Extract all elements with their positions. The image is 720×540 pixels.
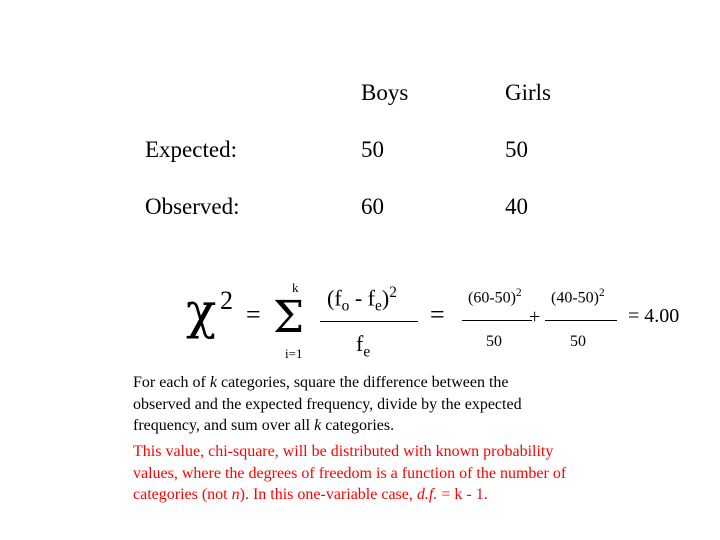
note-line-2: values, where the degrees of freedom is a function of the number of <box>133 464 567 482</box>
chi-symbol: χ <box>186 282 217 340</box>
explanation-line-3: frequency, and sum over all k categories. <box>133 417 395 434</box>
row-label-expected: Expected: <box>145 137 237 162</box>
column-header-boys: Boys <box>361 80 409 105</box>
chi-exponent: 2 <box>220 286 233 315</box>
term1-denominator: 50 <box>486 333 502 350</box>
sigma-symbol: Σ <box>273 292 305 343</box>
term2-denominator: 50 <box>570 333 586 350</box>
term2-fraction-bar <box>545 320 617 321</box>
result-value: = 4.00 <box>628 305 680 327</box>
term1-numerator: $(60-50)^2$ <box>468 287 522 307</box>
expected-girls-value: 50 <box>505 137 528 162</box>
fraction-numerator: $(f_o - f_e)^2$ <box>327 284 397 315</box>
note-paragraph <box>133 441 566 506</box>
term1-fraction-bar <box>462 320 532 321</box>
observed-boys-value: 60 <box>361 194 384 219</box>
explanation-paragraph <box>133 372 522 437</box>
column-header-girls: Girls <box>505 80 551 105</box>
explanation-line-2: observed and the expected frequency, divide by the expected <box>133 395 522 413</box>
sum-lower-limit: i=1 <box>285 346 303 361</box>
note-line-3: categories (not n). In this one-variable case, d.f. = k - 1. <box>133 486 488 503</box>
expected-boys-value: 50 <box>361 137 384 162</box>
row-label-observed: Observed: <box>145 194 240 219</box>
observed-girls-value: 40 <box>505 194 528 219</box>
equals-sign-2: = <box>430 300 445 329</box>
fraction-bar <box>320 321 418 322</box>
equals-sign: = <box>246 300 261 329</box>
term2-numerator: $(40-50)^2$ <box>551 287 605 307</box>
plus-sign: + <box>529 306 541 328</box>
explanation-line-1: For each of k categories, square the difference between the <box>133 374 509 391</box>
note-line-1: This value, chi-square, will be distributed with known probability <box>133 443 554 460</box>
fraction-denominator: $f_e$ <box>356 331 371 361</box>
sum-upper-limit: k <box>292 280 299 295</box>
